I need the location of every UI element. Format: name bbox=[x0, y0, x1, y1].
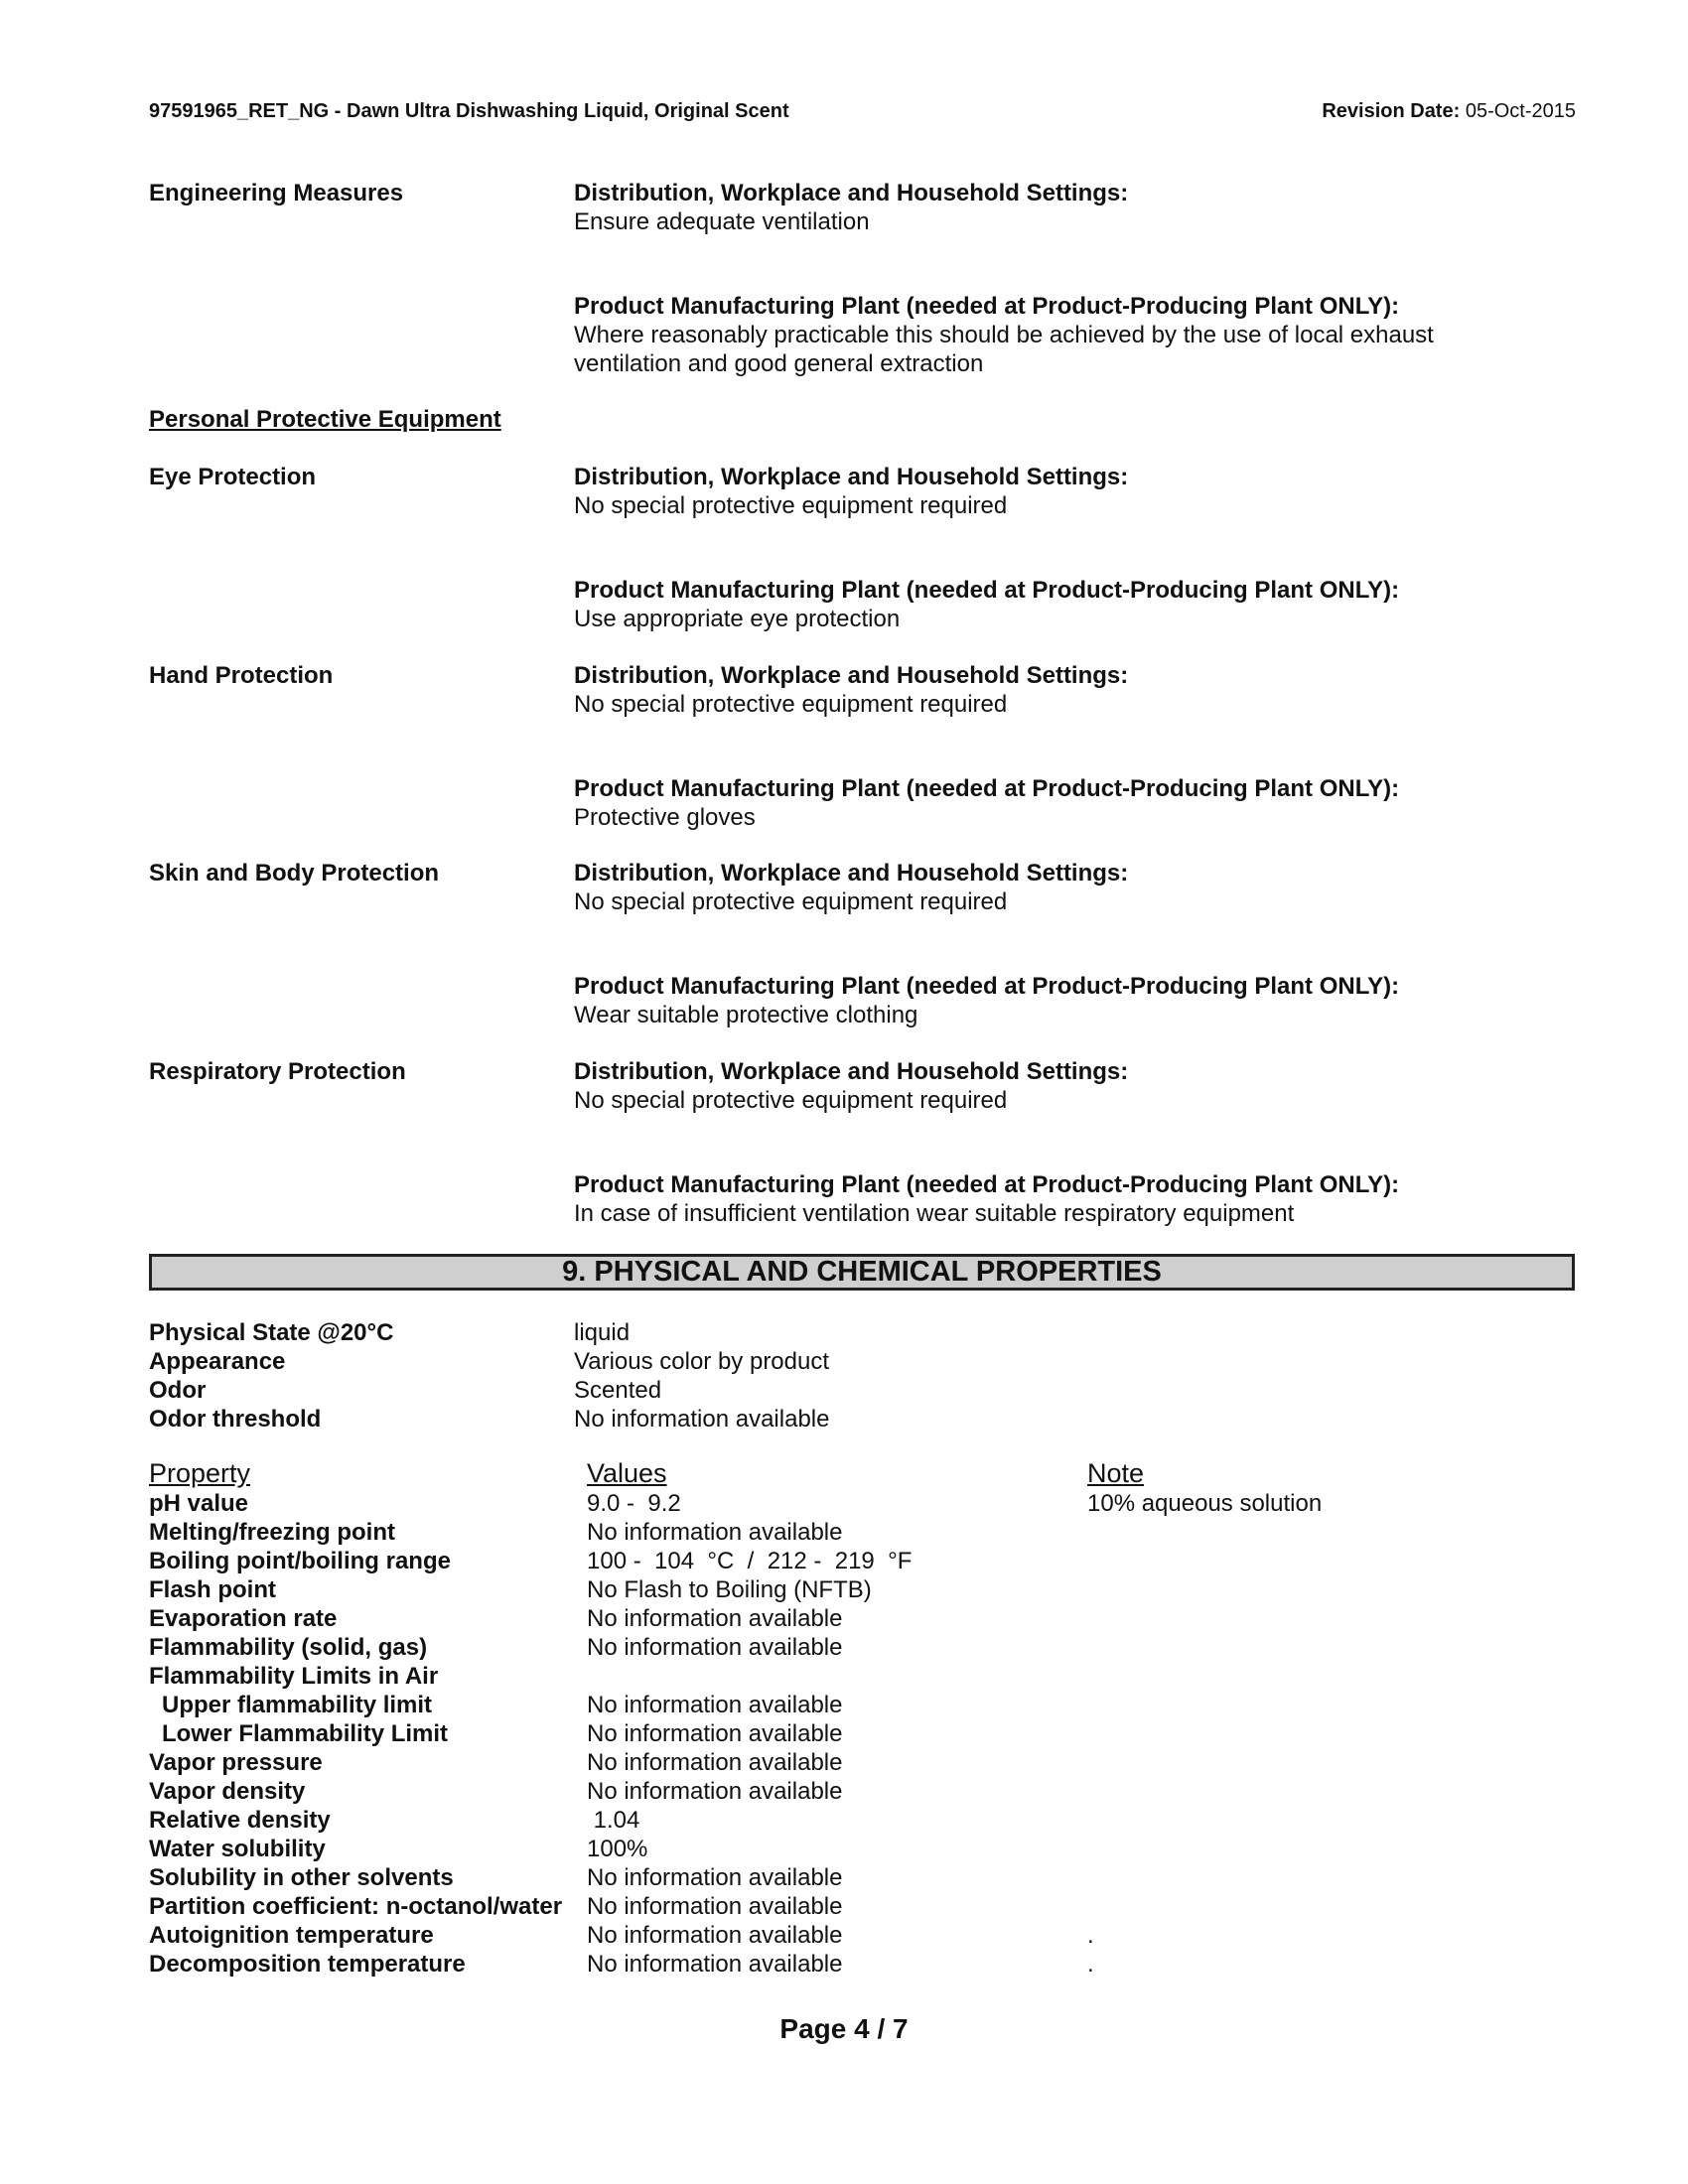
revision-date: 05-Oct-2015 bbox=[1465, 100, 1576, 122]
property-label: Solubility in other solvents bbox=[149, 1864, 454, 1891]
engineering-label: Engineering Measures bbox=[149, 180, 404, 206]
hand-dist bbox=[574, 661, 1587, 719]
skin-dist bbox=[574, 859, 1587, 916]
property-label: Melting/freezing point bbox=[149, 1519, 395, 1546]
hand-plant bbox=[574, 774, 1587, 832]
property-row bbox=[149, 1719, 1484, 1748]
property-value bbox=[587, 1662, 1087, 1691]
resp-plant bbox=[574, 1170, 1587, 1228]
property-value: Scented bbox=[574, 1377, 662, 1404]
column-property: Property bbox=[149, 1458, 251, 1488]
property-row bbox=[149, 1604, 1484, 1633]
properties-header-row bbox=[149, 1459, 1484, 1489]
property-row bbox=[149, 1806, 1484, 1835]
resp-dist-heading: Distribution, Workplace and Household Settings: bbox=[574, 1058, 1129, 1085]
eye-label: Eye Protection bbox=[149, 464, 317, 490]
page-number: Page 4 / 7 bbox=[779, 2013, 909, 2044]
property-note bbox=[1087, 1691, 1484, 1719]
property-label: Vapor density bbox=[149, 1778, 306, 1805]
column-note: Note bbox=[1087, 1458, 1145, 1488]
property-value: 9.0 - 9.2 bbox=[587, 1490, 681, 1517]
basic-property-row bbox=[149, 1405, 1074, 1433]
property-note bbox=[1087, 1892, 1484, 1921]
document-id: 97591965_RET_NG - bbox=[149, 100, 348, 122]
property-value: No information available bbox=[587, 1692, 843, 1718]
eye-plant-heading: Product Manufacturing Plant (needed at Product-Producing Plant ONLY): bbox=[574, 577, 1400, 604]
engineering-dist bbox=[574, 179, 1587, 236]
property-row bbox=[149, 1662, 1484, 1691]
property-value: No information available bbox=[587, 1519, 843, 1546]
property-value: No information available bbox=[587, 1720, 843, 1747]
basic-properties-table bbox=[149, 1318, 1074, 1433]
property-note: . bbox=[1087, 1922, 1094, 1949]
property-label: Evaporation rate bbox=[149, 1605, 338, 1632]
property-row bbox=[149, 1950, 1484, 1979]
property-row bbox=[149, 1633, 1484, 1662]
property-label: Flammability Limits in Air bbox=[149, 1663, 439, 1690]
property-label: Odor bbox=[149, 1377, 207, 1404]
skin-label: Skin and Body Protection bbox=[149, 860, 440, 887]
property-row bbox=[149, 1547, 1484, 1575]
skin-plant bbox=[574, 972, 1587, 1029]
property-row bbox=[149, 1892, 1484, 1921]
eye-plant bbox=[574, 576, 1587, 633]
basic-property-row bbox=[149, 1318, 1074, 1347]
skin-dist-text: No special protective equipment required bbox=[574, 888, 1008, 915]
hand-dist-text: No special protective equipment required bbox=[574, 691, 1008, 718]
property-note: 10% aqueous solution bbox=[1087, 1490, 1323, 1517]
property-label: Odor threshold bbox=[149, 1406, 322, 1433]
property-note: . bbox=[1087, 1951, 1094, 1978]
resp-label: Respiratory Protection bbox=[149, 1058, 406, 1085]
skin-plant-heading: Product Manufacturing Plant (needed at Product-Producing Plant ONLY): bbox=[574, 973, 1400, 1000]
property-value: Various color by product bbox=[574, 1348, 830, 1375]
properties-table bbox=[149, 1459, 1484, 1979]
basic-property-row bbox=[149, 1347, 1074, 1376]
property-row bbox=[149, 1835, 1484, 1863]
property-value: No information available bbox=[587, 1922, 843, 1949]
property-label: Flammability (solid, gas) bbox=[149, 1634, 428, 1661]
property-row bbox=[149, 1748, 1484, 1777]
revision-label: Revision Date: bbox=[1322, 100, 1461, 122]
eye-dist-heading: Distribution, Workplace and Household Settings: bbox=[574, 464, 1129, 490]
eye-dist bbox=[574, 463, 1587, 520]
ppe-title-text: Personal Protective Equipment bbox=[149, 406, 501, 433]
basic-property-row bbox=[149, 1376, 1074, 1405]
property-label: Relative density bbox=[149, 1807, 331, 1834]
property-label: Upper flammability limit bbox=[162, 1692, 433, 1718]
property-label: Partition coefficient: n-octanol/water bbox=[149, 1893, 563, 1920]
engineering-plant-text-1: Where reasonably practicable this should be achieved by the use of local exhaust bbox=[574, 322, 1434, 348]
document-header bbox=[149, 100, 789, 123]
property-label: Physical State @20°C bbox=[149, 1319, 394, 1346]
hand-dist-heading: Distribution, Workplace and Household Settings: bbox=[574, 662, 1129, 689]
skin-dist-heading: Distribution, Workplace and Household Settings: bbox=[574, 860, 1129, 887]
property-value: No information available bbox=[587, 1605, 843, 1632]
ppe-title bbox=[149, 405, 501, 434]
eye-plant-text: Use appropriate eye protection bbox=[574, 606, 901, 632]
property-value: liquid bbox=[574, 1319, 631, 1346]
property-note bbox=[1087, 1662, 1484, 1691]
property-note bbox=[1087, 1863, 1484, 1892]
property-note bbox=[1087, 1719, 1484, 1748]
engineering-dist-text: Ensure adequate ventilation bbox=[574, 208, 870, 235]
property-label: pH value bbox=[149, 1490, 249, 1517]
property-note bbox=[1087, 1575, 1484, 1604]
property-row bbox=[149, 1575, 1484, 1604]
property-note bbox=[1087, 1633, 1484, 1662]
property-label: Appearance bbox=[149, 1348, 286, 1375]
hand-label: Hand Protection bbox=[149, 662, 334, 689]
product-name: Dawn Ultra Dishwashing Liquid, Original Scent bbox=[347, 100, 789, 122]
engineering-plant-text-2: ventilation and good general extraction bbox=[574, 350, 984, 377]
property-value: No information available bbox=[587, 1634, 843, 1661]
property-note bbox=[1087, 1748, 1484, 1777]
engineering-plant bbox=[574, 292, 1587, 378]
property-label: Water solubility bbox=[149, 1836, 326, 1862]
property-value: 1.04 bbox=[587, 1807, 640, 1834]
property-row bbox=[149, 1921, 1484, 1950]
property-note bbox=[1087, 1777, 1484, 1806]
engineering-plant-heading: Product Manufacturing Plant (needed at Product-Producing Plant ONLY): bbox=[574, 293, 1400, 320]
resp-plant-heading: Product Manufacturing Plant (needed at Product-Producing Plant ONLY): bbox=[574, 1171, 1400, 1198]
property-label: Boiling point/boiling range bbox=[149, 1548, 451, 1574]
property-note bbox=[1087, 1547, 1484, 1575]
resp-dist-text: No special protective equipment required bbox=[574, 1087, 1008, 1114]
property-value: No information available bbox=[574, 1406, 830, 1433]
property-value: No information available bbox=[587, 1951, 843, 1978]
section-9-title: 9. PHYSICAL AND CHEMICAL PROPERTIES bbox=[149, 1254, 1575, 1291]
column-values: Values bbox=[587, 1458, 667, 1488]
property-value: No information available bbox=[587, 1893, 843, 1920]
property-value: No information available bbox=[587, 1864, 843, 1891]
property-note bbox=[1087, 1518, 1484, 1547]
property-note bbox=[1087, 1604, 1484, 1633]
engineering-dist-heading: Distribution, Workplace and Household Settings: bbox=[574, 180, 1129, 206]
property-label: Autoignition temperature bbox=[149, 1922, 434, 1949]
revision-info bbox=[1322, 100, 1576, 123]
property-row bbox=[149, 1691, 1484, 1719]
property-row bbox=[149, 1518, 1484, 1547]
property-value: No information available bbox=[587, 1778, 843, 1805]
property-value: No information available bbox=[587, 1749, 843, 1776]
resp-plant-text: In case of insufficient ventilation wear suitable respiratory equipment bbox=[574, 1200, 1295, 1227]
property-value: 100 - 104 °C / 212 - 219 °F bbox=[587, 1548, 913, 1574]
property-value: No Flash to Boiling (NFTB) bbox=[587, 1576, 872, 1603]
hand-plant-text: Protective gloves bbox=[574, 804, 756, 831]
resp-dist bbox=[574, 1057, 1587, 1115]
property-value: 100% bbox=[587, 1836, 648, 1862]
property-note bbox=[1087, 1835, 1484, 1863]
property-label: Flash point bbox=[149, 1576, 276, 1603]
property-row bbox=[149, 1489, 1484, 1518]
property-label: Lower Flammability Limit bbox=[162, 1720, 449, 1747]
hand-plant-heading: Product Manufacturing Plant (needed at Product-Producing Plant ONLY): bbox=[574, 775, 1400, 802]
property-row bbox=[149, 1863, 1484, 1892]
property-label: Decomposition temperature bbox=[149, 1951, 466, 1978]
property-row bbox=[149, 1777, 1484, 1806]
property-note bbox=[1087, 1806, 1484, 1835]
eye-dist-text: No special protective equipment required bbox=[574, 492, 1008, 519]
skin-plant-text: Wear suitable protective clothing bbox=[574, 1002, 918, 1028]
property-label: Vapor pressure bbox=[149, 1749, 323, 1776]
